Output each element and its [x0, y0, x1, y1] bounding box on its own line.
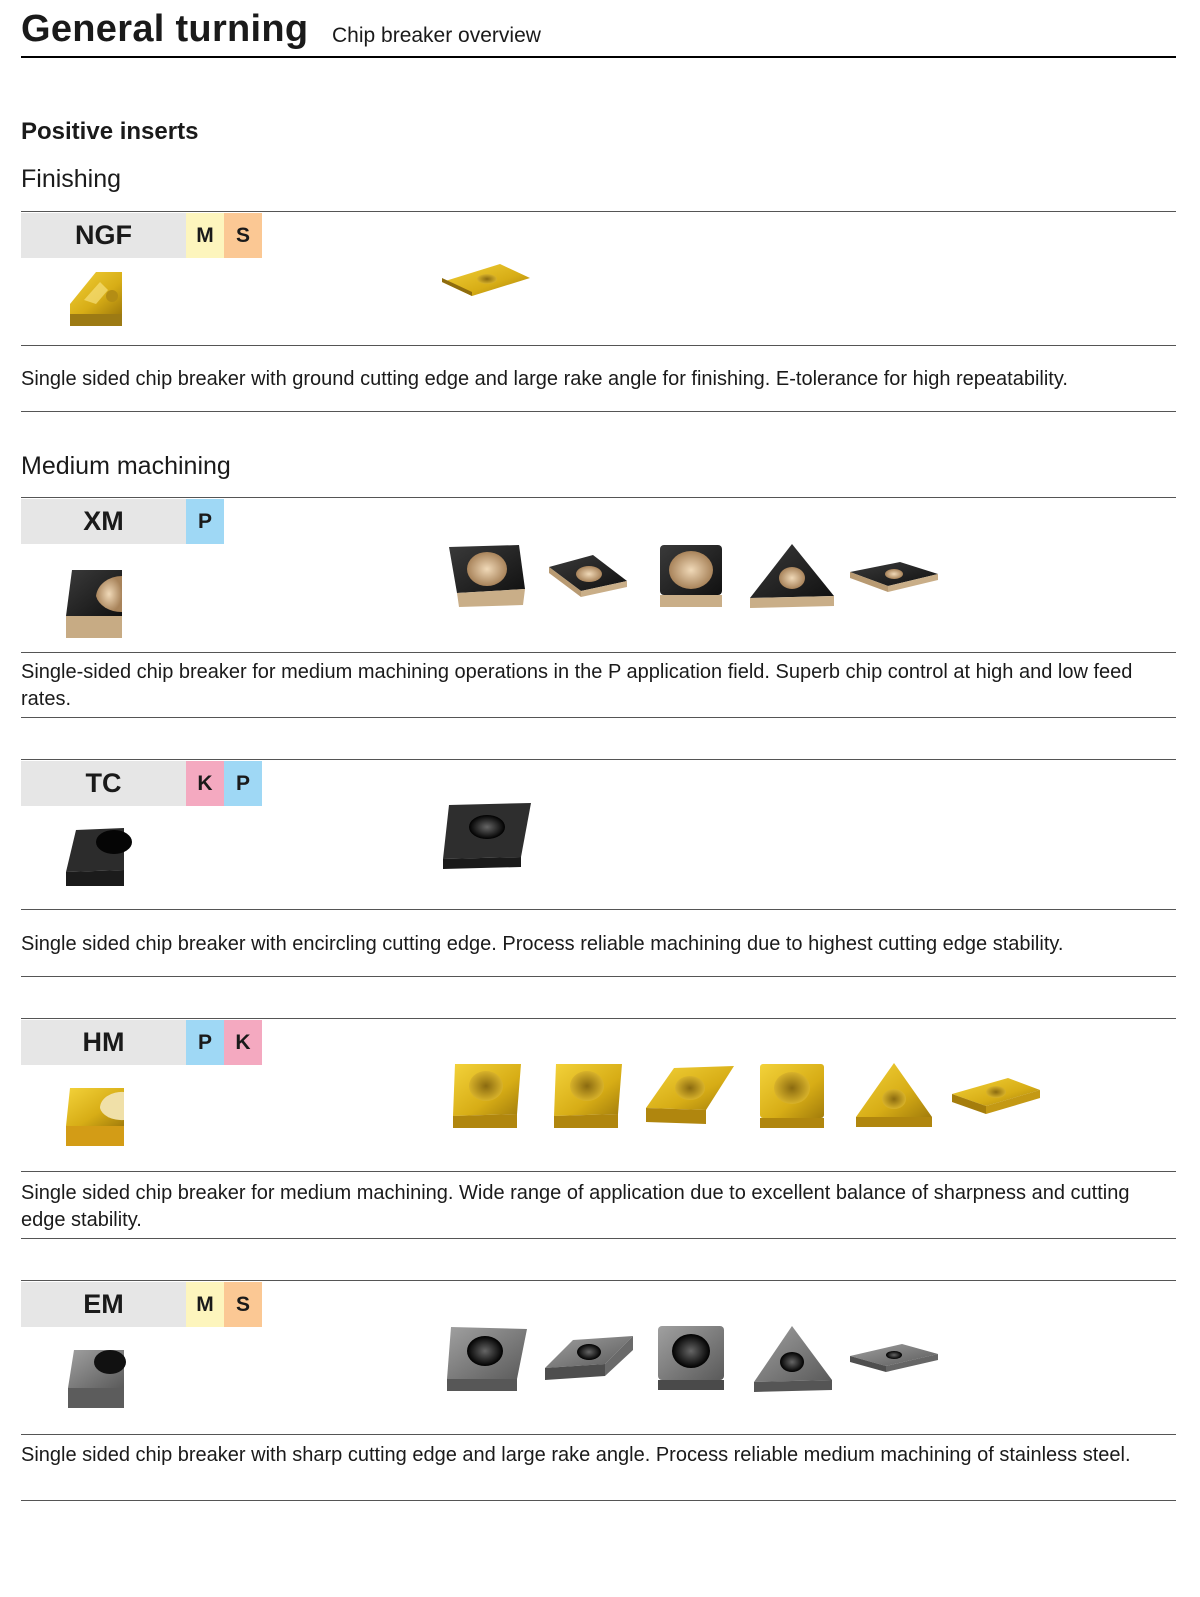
chip-breaker-description: Single-sided chip breaker for medium machining operations in the P application field. Superb chip control at high and low feed rates.	[21, 661, 1133, 710]
square-insert-icon	[656, 1324, 726, 1392]
material-badge-k: K	[186, 761, 224, 806]
chip-breaker-code: XM	[21, 499, 186, 544]
gold-chip-breaker-icon	[66, 268, 126, 328]
material-badge-k: K	[224, 1020, 262, 1065]
section-divider	[21, 652, 1176, 653]
rhombic-80-insert-icon	[445, 1325, 529, 1393]
rhombic-80-insert-icon	[447, 543, 527, 609]
rhombic-80-insert-icon	[451, 1062, 523, 1130]
section-divider	[21, 1238, 1176, 1239]
section-divider	[21, 1018, 1176, 1019]
subsection-medium: Medium machining	[21, 452, 231, 480]
page-title: General turning	[21, 8, 309, 50]
material-badge-p: P	[186, 499, 224, 544]
rhombic-55-insert-icon	[543, 1334, 635, 1384]
rhombic-35-insert-icon	[848, 558, 940, 594]
material-badge-m: M	[186, 213, 224, 258]
chip-breaker-description: Single sided chip breaker with sharp cutting edge and large rake angle. Process reliable medium machining of stainless steel.	[21, 1444, 1131, 1466]
rhombic-55-insert-icon	[547, 553, 629, 599]
chip-breaker-description: Single sided chip breaker with ground cutting edge and large rake angle for finishing. E-tolerance for high repeatability.	[21, 368, 1068, 390]
page-subtitle: Chip breaker overview	[332, 24, 541, 47]
section-divider	[21, 759, 1176, 760]
section-divider	[21, 497, 1176, 498]
gold-chip-breaker-icon	[64, 1086, 126, 1148]
rhombic-35-insert-icon	[950, 1076, 1042, 1116]
section-divider	[21, 976, 1176, 977]
section-divider	[21, 1434, 1176, 1435]
chip-breaker-code: NGF	[21, 213, 186, 258]
section-divider	[21, 717, 1176, 718]
section-divider	[21, 1280, 1176, 1281]
chip-breaker-code: EM	[21, 1282, 186, 1327]
chip-breaker-description: Single sided chip breaker for medium machining. Wide range of application due to excellent balance of sharpness and cutting edge stability.	[21, 1182, 1130, 1231]
rhombic-80-insert-icon	[552, 1062, 624, 1130]
section-divider	[21, 909, 1176, 910]
material-badge-s: S	[224, 213, 262, 258]
rhombic-gold-insert-icon	[440, 262, 532, 298]
material-badge-m: M	[186, 1282, 224, 1327]
section-divider	[21, 345, 1176, 346]
grey-chip-breaker-icon	[66, 1348, 126, 1410]
square-insert-icon	[656, 543, 726, 609]
rhombic-55-insert-icon	[644, 1064, 736, 1128]
chip-breaker-description: Single sided chip breaker with encircling cutting edge. Process reliable machining due to highest cutting edge stability.	[21, 933, 1064, 955]
subsection-finishing: Finishing	[21, 165, 122, 193]
section-divider	[21, 1171, 1176, 1172]
triangle-insert-icon	[752, 1324, 834, 1394]
section-divider	[21, 411, 1176, 412]
triangle-insert-icon	[748, 542, 836, 610]
material-badge-p: P	[186, 1020, 224, 1065]
section-divider	[21, 211, 1176, 212]
section-divider	[21, 1500, 1176, 1501]
section-title: Positive inserts	[21, 118, 199, 145]
black-chip-breaker-icon	[62, 566, 126, 640]
rhombic-80-insert-icon	[441, 801, 533, 871]
material-badge-p: P	[224, 761, 262, 806]
black-chip-breaker-icon	[64, 826, 126, 888]
triangle-insert-icon	[854, 1061, 934, 1131]
title-divider	[21, 56, 1176, 58]
square-insert-icon	[758, 1062, 826, 1130]
chip-breaker-code: TC	[21, 761, 186, 806]
rhombic-35-insert-icon	[848, 1342, 940, 1374]
material-badge-s: S	[224, 1282, 262, 1327]
chip-breaker-code: HM	[21, 1020, 186, 1065]
